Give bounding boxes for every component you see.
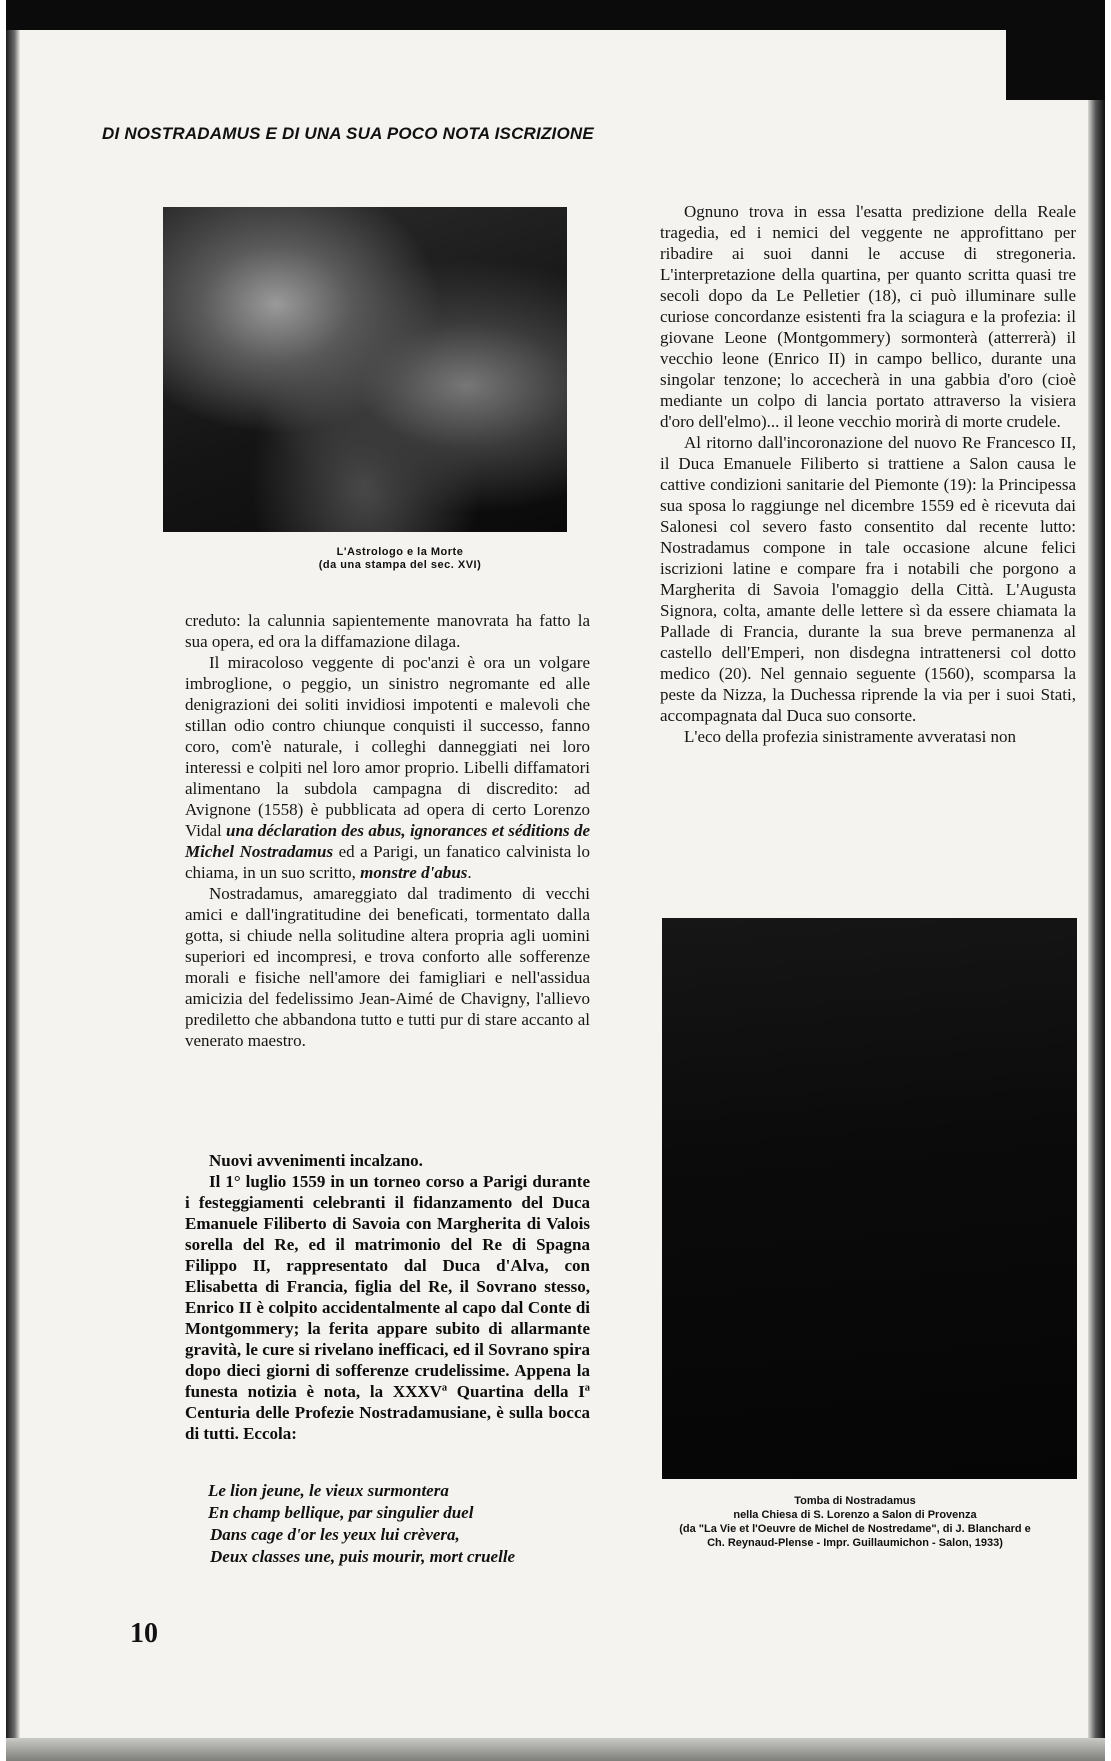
paragraph: Ognuno trova in essa l'esatta predizione della Reale tragedia, ed i nemici del veggente ne approfittano per ribadire ai suoi danni le accuse di stregoneria. L'interpretazione della quartina, per quanto scritta quasi tre secoli dopo da Le Pelletier (18), ci può illuminare sulle curiose concordanze esistenti fra la sciagura e la profezia: il giovane Leone (Montgommery) sormonterà (atterrerà) il vecchio leone (Enrico II) in campo bellico, durante una singolar tenzone; lo accecherà in una gabbia d'oro (cioè mediante un colpo di lancia portato attraverso la visiera d'oro dell'elmo)... il leone vecchio morirà di morte crudele. bbox=[660, 202, 1076, 431]
quoted-title: una déclaration des abus, ignorances et séditions de Michel Nostradamus bbox=[185, 821, 591, 861]
figure-caption-left-title: L'Astrologo e la Morte bbox=[336, 546, 464, 558]
figure-caption-right bbox=[630, 1494, 1080, 1550]
paragraph: Al ritorno dall'incoronazione del nuovo Re Francesco II, il Duca Emanuele Filiberto si trattiene a Salon causa le cattive condizioni sanitarie del Piemonte (19): la Principessa sua sposa lo raggiunge nel dicembre 1559 ed è ricevuta dai Salonesi col severo fasto consentito dal recente lutto: Nostradamus compone in tale occasione alcune felici iscrizioni latine e compare fra i notabili che porgono a Margherita di Savoia l'omaggio della Città. L'Augusta Signora, colta, amante delle lettere sì da essere chiamata la Pallade di Francia, durante la sua breve permanenza al castello dell'Emperi, non disdegna intrattenersi col dotto medico (20). Nel gennaio seguente (1560), scomparsa la peste da Nizza, la Duchessa riprende la via per i suoi Stati, accompagnata dal Duca suo consorte. bbox=[660, 433, 1076, 725]
scan-border-bottom bbox=[6, 1738, 1105, 1761]
scan-border-top bbox=[6, 0, 1105, 30]
right-column bbox=[660, 201, 1076, 747]
quatrain-line: Le lion jeune, le vieux surmontera bbox=[208, 1481, 449, 1500]
paragraph: Il 1° luglio 1559 in un torneo corso a Parigi durante i festeggiamenti celebranti il fidanzamento del Duca Emanuele Filiberto di Savoia con Margherita di Valois sorella del Re, ed il matrimonio del Re di Spagna Filippo II, rappresentato dal Duca d'Alva, con Elisabetta di Francia, figlia del Re, il Sovrano stesso, Enrico II è colpito accidentalmente al capo dal Conte di Montgommery; la ferita appare subito di allarmante gravità, le cure si rivelano inefficaci, ed il Sovrano spira dopo dieci giorni di sofferenze crudelissime. Appena la funesta notizia è nota, la XXXVª Quartina della Iª Centuria delle Profezie Nostradamusiane, è sulla bocca di tutti. Eccola: bbox=[185, 1172, 590, 1443]
scan-border-corner bbox=[1006, 30, 1105, 100]
quoted-phrase: monstre d'abus bbox=[360, 863, 468, 882]
figure-caption-left-source: (da una stampa del sec. XVI) bbox=[318, 559, 482, 571]
quatrain-line: Deux classes une, puis mourir, mort cruelle bbox=[210, 1547, 516, 1566]
page-number: 10 bbox=[130, 1618, 158, 1649]
paragraph: L'eco della profezia sinistramente avveratasi non bbox=[684, 727, 1017, 746]
paragraph: creduto: la calunnia sapientemente manovrata ha fatto la sua opera, ed ora la diffamazione dilaga. bbox=[185, 611, 590, 651]
figure-caption-left bbox=[240, 546, 560, 572]
figure-caption-right-location: nella Chiesa di S. Lorenzo a Salon di Provenza bbox=[733, 1509, 977, 1521]
quatrain bbox=[208, 1480, 628, 1568]
paragraph: Il miracoloso veggente di poc'anzi è ora un volgare imbroglione, o peggio, un sinistro negromante ed alle denigrazioni dei soliti invidiosi impotenti e malevoli che stillan odio contro chiunque conquisti il successo, fanno coro, com'è naturale, i colleghi danneggiati nei loro interessi e colpiti nel loro amor proprio. Libelli diffamatori alimentano la subdola campagna di discredito: ad Avignone (1558) è pubblicata ad opera di certo Lorenzo Vidal una déclaration des abus, ignorances et séditions de Michel Nostradamus ed a Parigi, un fanatico calvinista lo chiama, in un suo scritto, monstre d'abus. bbox=[185, 653, 591, 882]
figure-caption-right-publisher: Ch. Reynaud-Plense - Impr. Guillaumichon - Salon, 1933) bbox=[707, 1537, 1003, 1549]
left-column-bottom bbox=[185, 1150, 590, 1444]
astrologer-engraving-image bbox=[163, 207, 567, 532]
scan-border-right bbox=[1088, 100, 1105, 1761]
figure-caption-right-title: Tomba di Nostradamus bbox=[794, 1495, 916, 1507]
figure-caption-right-source: (da "La Vie et l'Oeuvre de Michel de Nostredame", di J. Blanchard e bbox=[679, 1523, 1031, 1535]
tomb-photograph-image bbox=[662, 918, 1077, 1479]
running-title: DI NOSTRADAMUS E DI UNA SUA POCO NOTA ISCRIZIONE bbox=[102, 124, 594, 143]
quatrain-line: Dans cage d'or les yeux lui crèvera, bbox=[210, 1525, 460, 1544]
quatrain-line: En champ bellique, par singulier duel bbox=[208, 1503, 474, 1522]
scan-border-left bbox=[6, 30, 20, 1761]
paragraph: Nuovi avvenimenti incalzano. bbox=[209, 1151, 423, 1170]
paragraph: Nostradamus, amareggiato dal tradimento di vecchi amici e dall'ingratitudine dei beneficati, tormentato dalla gotta, si chiude nella solitudine altera propria agli uomini superiori ed incompresi, e trova conforto alle sofferenze morali e fisiche nell'amore dei famigliari e nell'assidua amicizia del fedelissimo Jean-Aimé de Chavigny, l'allievo prediletto che abbandona tutto e tutti pur di stare accanto al venerato maestro. bbox=[185, 884, 590, 1050]
left-column-top bbox=[185, 610, 590, 1051]
